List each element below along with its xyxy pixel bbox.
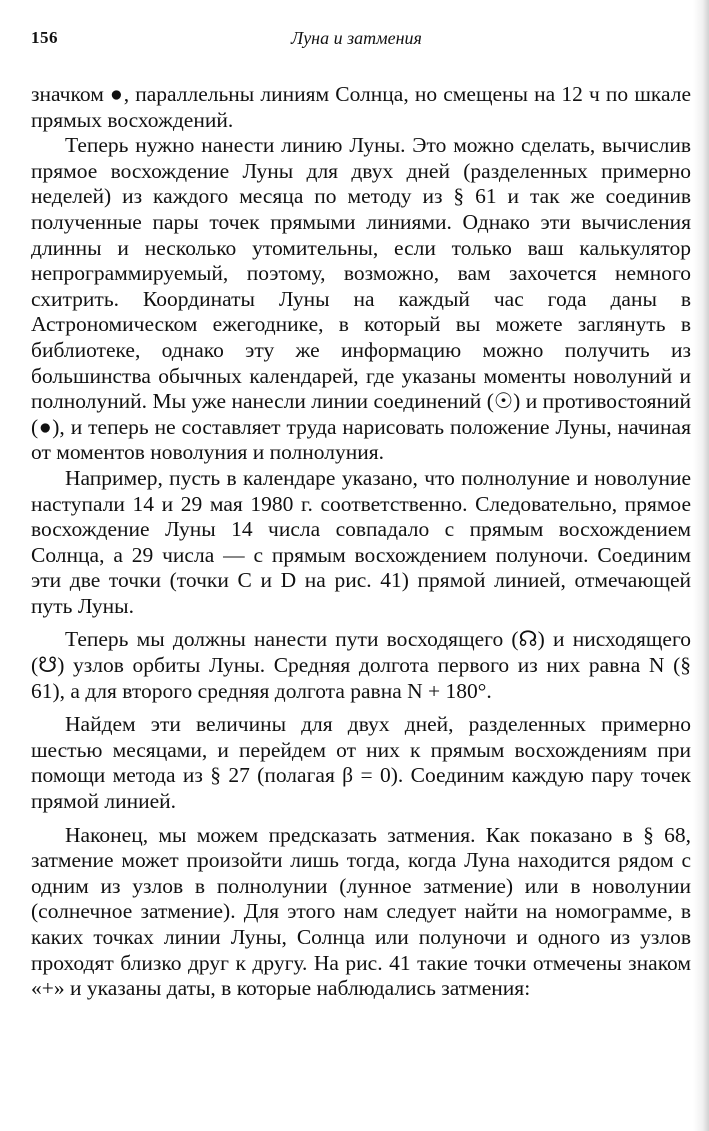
paragraph-5: Найдем эти величины для двух дней, разделенных примерно шестью месяцами, и перейдем от них к прямым восхождениям при помощи метода из § 27 (полагая β = 0). Соединим каждую пару точек прямой линией. <box>31 712 691 814</box>
page-header <box>31 28 667 54</box>
paragraph-2: Теперь нужно нанести линию Луны. Это можно сделать, вычислив прямое восхождение Луны для двух дней (разделенных примерно неделей) из каждого месяца по методу из § 61 и так же соединив полученные пары точек прямыми линиями. Однако эти вычисления длинны и несколько утомительны, если только ваш калькулятор непрограммируемый, поэтому, возможно, вам захочется немного схитрить. Координаты Луны на каждый час года даны в Астрономическом ежегоднике, в который вы можете заглянуть в библиотеке, однако эту же информацию можно получить из большинства обычных календарей, где указаны моменты новолуний и полнолуний. Мы уже нанесли линии соединений (☉) и противостояний (●), и теперь не составляет труда нарисовать положение Луны, начиная от моментов новолуния и полнолуния. <box>31 133 691 465</box>
paragraph-3: Например, пусть в календаре указано, что полнолуние и новолуние наступали 14 и 29 мая 1980 г. соответственно. Следовательно, прямое восхождение Луны 14 числа совпадало с прямым восхождением Солнца, а 29 числа — с прямым восхождением полуночи. Соединим эти две точки (точки C и D на рис. 41) прямой линией, отмечающей путь Луны. <box>31 465 691 618</box>
paragraph-4: Теперь мы должны нанести пути восходящего (☊) и нисходящего (☋) узлов орбиты Луны. Средняя долгота первого из них равна N (§ 61), а для второго средняя долгота равна N + 180°. <box>31 627 691 703</box>
page-number: 156 <box>31 28 58 47</box>
body-text <box>31 82 691 1002</box>
running-title: Луна и затмения <box>291 28 422 48</box>
paragraph-6: Наконец, мы можем предсказать затмения. Как показано в § 68, затмение может произойти лишь тогда, когда Луна находится рядом с одним из узлов в полнолунии (лунное затмение) или в новолунии (солнечное затмение). Для этого нам следует найти на номограмме, в каких точках линии Луны, Солнца или полуночи и одного из узлов проходят близко друг к другу. На рис. 41 такие точки отмечены знаком «+» и указаны даты, в которые наблюдались затмения: <box>31 822 691 1001</box>
paragraph-1: значком ●, параллельны линиям Солнца, но смещены на 12 ч по шкале прямых восхождений. <box>31 82 691 132</box>
page-edge-shadow <box>693 0 709 1131</box>
